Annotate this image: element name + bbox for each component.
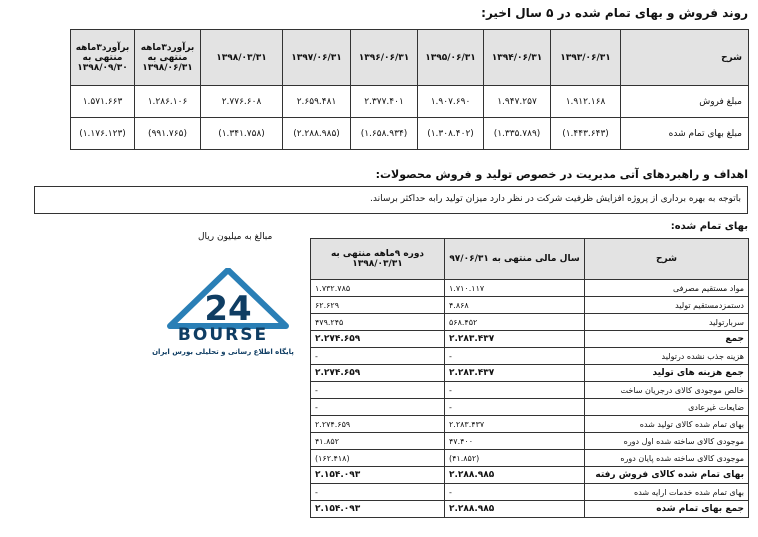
table-cell: ۶۲.۶۲۹ (311, 297, 445, 314)
row-label: بهای تمام شده کالای تولید شده (585, 416, 749, 433)
table-cell: (۴۱.۸۵۲) (445, 450, 585, 467)
table-cell: ۲.۱۵۴.۰۹۳ (311, 467, 445, 484)
unit-note: مبالغ به میلیون ریال (198, 232, 273, 242)
table-cell: ۱۳۹۶/۰۶/۳۱ (351, 30, 418, 86)
table-cell: - (311, 348, 445, 365)
row-label: شرح (621, 30, 749, 86)
cost-title: بهای تمام شده: (670, 221, 748, 232)
row-label: هزینه جذب نشده درتولید (585, 348, 749, 365)
table-row (311, 433, 749, 450)
table-cell: ۴۷.۴۰۰ (445, 433, 585, 450)
table-cell: ۱.۷۳۲.۷۸۵ (311, 280, 445, 297)
table-cell: (۱.۴۴۳.۶۴۳) (551, 118, 621, 150)
table-cell: ۲.۱۵۴.۰۹۳ (311, 501, 445, 518)
sales-trend-table (70, 29, 749, 150)
table-cell: ۱.۲۸۶.۱۰۶ (135, 86, 201, 118)
table-cell: ۱۳۹۷/۰۶/۳۱ (283, 30, 351, 86)
table-cell: ۱۳۹۴/۰۶/۳۱ (484, 30, 551, 86)
row-label: شرح (585, 239, 749, 280)
table-cell: سال مالی منتهی به ۹۷/۰۶/۳۱ (445, 239, 585, 280)
table-cell: ۱۳۹۳/۰۶/۳۱ (551, 30, 621, 86)
table-cell: ۲.۲۸۸.۹۸۵ (445, 501, 585, 518)
sales-trend-title: روند فروش و بهای تمام شده در ۵ سال اخیر: (481, 6, 748, 20)
row-label: خالص موجودی کالای درجریان ساخت (585, 382, 749, 399)
table-cell: - (445, 382, 585, 399)
row-label: مواد مستقیم مصرفی (585, 280, 749, 297)
table-row (311, 399, 749, 416)
row-label: دستمزدمستقیم تولید (585, 297, 749, 314)
row-label: مبلغ بهای تمام شده (621, 118, 749, 150)
table-header-row (311, 239, 749, 280)
logo-brand: BOURSE (177, 325, 269, 345)
table-row (311, 348, 749, 365)
row-label: مبلغ فروش (621, 86, 749, 118)
table-cell: ۲.۲۷۴.۶۵۹ (311, 365, 445, 382)
table-cell: ۲.۲۸۳.۴۳۷ (445, 365, 585, 382)
cost-table (310, 238, 749, 518)
table-cell: - (445, 399, 585, 416)
table-cell: ۲.۲۷۴.۶۵۹ (311, 416, 445, 433)
table-row (71, 86, 749, 118)
goals-text: باتوجه به بهره برداری از پروژه افزایش ظرفیت شرکت در نظر دارد میزان تولید رابه حداکثر برساند. (34, 186, 748, 214)
table-row (311, 314, 749, 331)
table-cell: - (311, 484, 445, 501)
table-cell: ۲.۲۸۳.۴۳۷ (445, 331, 585, 348)
goals-title: اهداف و راهبردهای آتی مدیریت در خصوص تولید و فروش محصولات: (375, 168, 748, 181)
table-cell: ۵۶۸.۴۵۲ (445, 314, 585, 331)
table-cell: برآورد۳ماهه منتهی به ۱۳۹۸/۰۶/۳۱ (135, 30, 201, 86)
row-label: جمع (585, 331, 749, 348)
table-row (311, 331, 749, 348)
table-cell: ۲.۳۷۷.۴۰۱ (351, 86, 418, 118)
row-label: جمع هزینه های تولید (585, 365, 749, 382)
table-cell: (۱.۱۷۶.۱۲۳) (71, 118, 135, 150)
table-cell: ۱.۷۱۰.۱۱۷ (445, 280, 585, 297)
table-cell: (۱.۳۴۱.۷۵۸) (201, 118, 283, 150)
table-row (311, 297, 749, 314)
table-cell: ۱۳۹۸/۰۳/۳۱ (201, 30, 283, 86)
table-row (311, 280, 749, 297)
row-label: سربارتولید (585, 314, 749, 331)
row-label: بهای تمام شده کالای فروش رفته (585, 467, 749, 484)
table-row (311, 450, 749, 467)
table-cell: ۲.۲۷۴.۶۵۹ (311, 331, 445, 348)
table-cell: (۱.۳۰۸.۴۰۲) (418, 118, 484, 150)
table-cell: ۱.۵۷۱.۶۶۳ (71, 86, 135, 118)
table-cell: (۱۶۲.۴۱۸) (311, 450, 445, 467)
table-cell: ۱۳۹۵/۰۶/۳۱ (418, 30, 484, 86)
row-label: بهای تمام شده خدمات ارایه شده (585, 484, 749, 501)
table-cell: ۲.۷۷۶.۶۰۸ (201, 86, 283, 118)
table-row (311, 467, 749, 484)
row-label: موجودی کالای ساخته شده اول دوره (585, 433, 749, 450)
table-cell: (۹۹۱.۷۶۵) (135, 118, 201, 150)
table-cell: - (445, 348, 585, 365)
table-row (311, 501, 749, 518)
table-cell: برآورد۳ماهه منتهی به ۱۳۹۸/۰۹/۳۰ (71, 30, 135, 86)
table-cell: ۱.۹۱۲.۱۶۸ (551, 86, 621, 118)
table-cell: - (445, 484, 585, 501)
logo-tagline: پایگاه اطلاع رسانی و تحلیلی بورس ایران (152, 348, 294, 356)
table-row (311, 484, 749, 501)
row-label: ضایعات غیرعادی (585, 399, 749, 416)
table-row (311, 382, 749, 399)
table-cell: ۴.۸۶۸ (445, 297, 585, 314)
table-cell: ۴۷۹.۲۴۵ (311, 314, 445, 331)
logo-number: 24 (204, 289, 252, 329)
table-row (311, 416, 749, 433)
table-header-row (71, 30, 749, 86)
table-cell: ۱.۹۴۷.۲۵۷ (484, 86, 551, 118)
table-cell: ۲.۲۸۸.۹۸۵ (445, 467, 585, 484)
table-cell: (۱.۶۵۸.۹۳۴) (351, 118, 418, 150)
table-cell: ۴۱.۸۵۲ (311, 433, 445, 450)
table-cell: دوره ۹ماهه منتهی به ۱۳۹۸/۰۳/۳۱ (311, 239, 445, 280)
table-cell: ۱.۹۰۷.۶۹۰ (418, 86, 484, 118)
table-row (71, 118, 749, 150)
row-label: جمع بهای تمام شده (585, 501, 749, 518)
row-label: موجودی کالای ساخته شده پایان دوره (585, 450, 749, 467)
table-cell: - (311, 382, 445, 399)
table-cell: ۲.۲۸۳.۴۳۷ (445, 416, 585, 433)
table-cell: - (311, 399, 445, 416)
table-cell: ۲.۶۵۹.۴۸۱ (283, 86, 351, 118)
table-cell: (۱.۳۳۵.۷۸۹) (484, 118, 551, 150)
table-row (311, 365, 749, 382)
table-cell: (۲.۲۸۸.۹۸۵) (283, 118, 351, 150)
